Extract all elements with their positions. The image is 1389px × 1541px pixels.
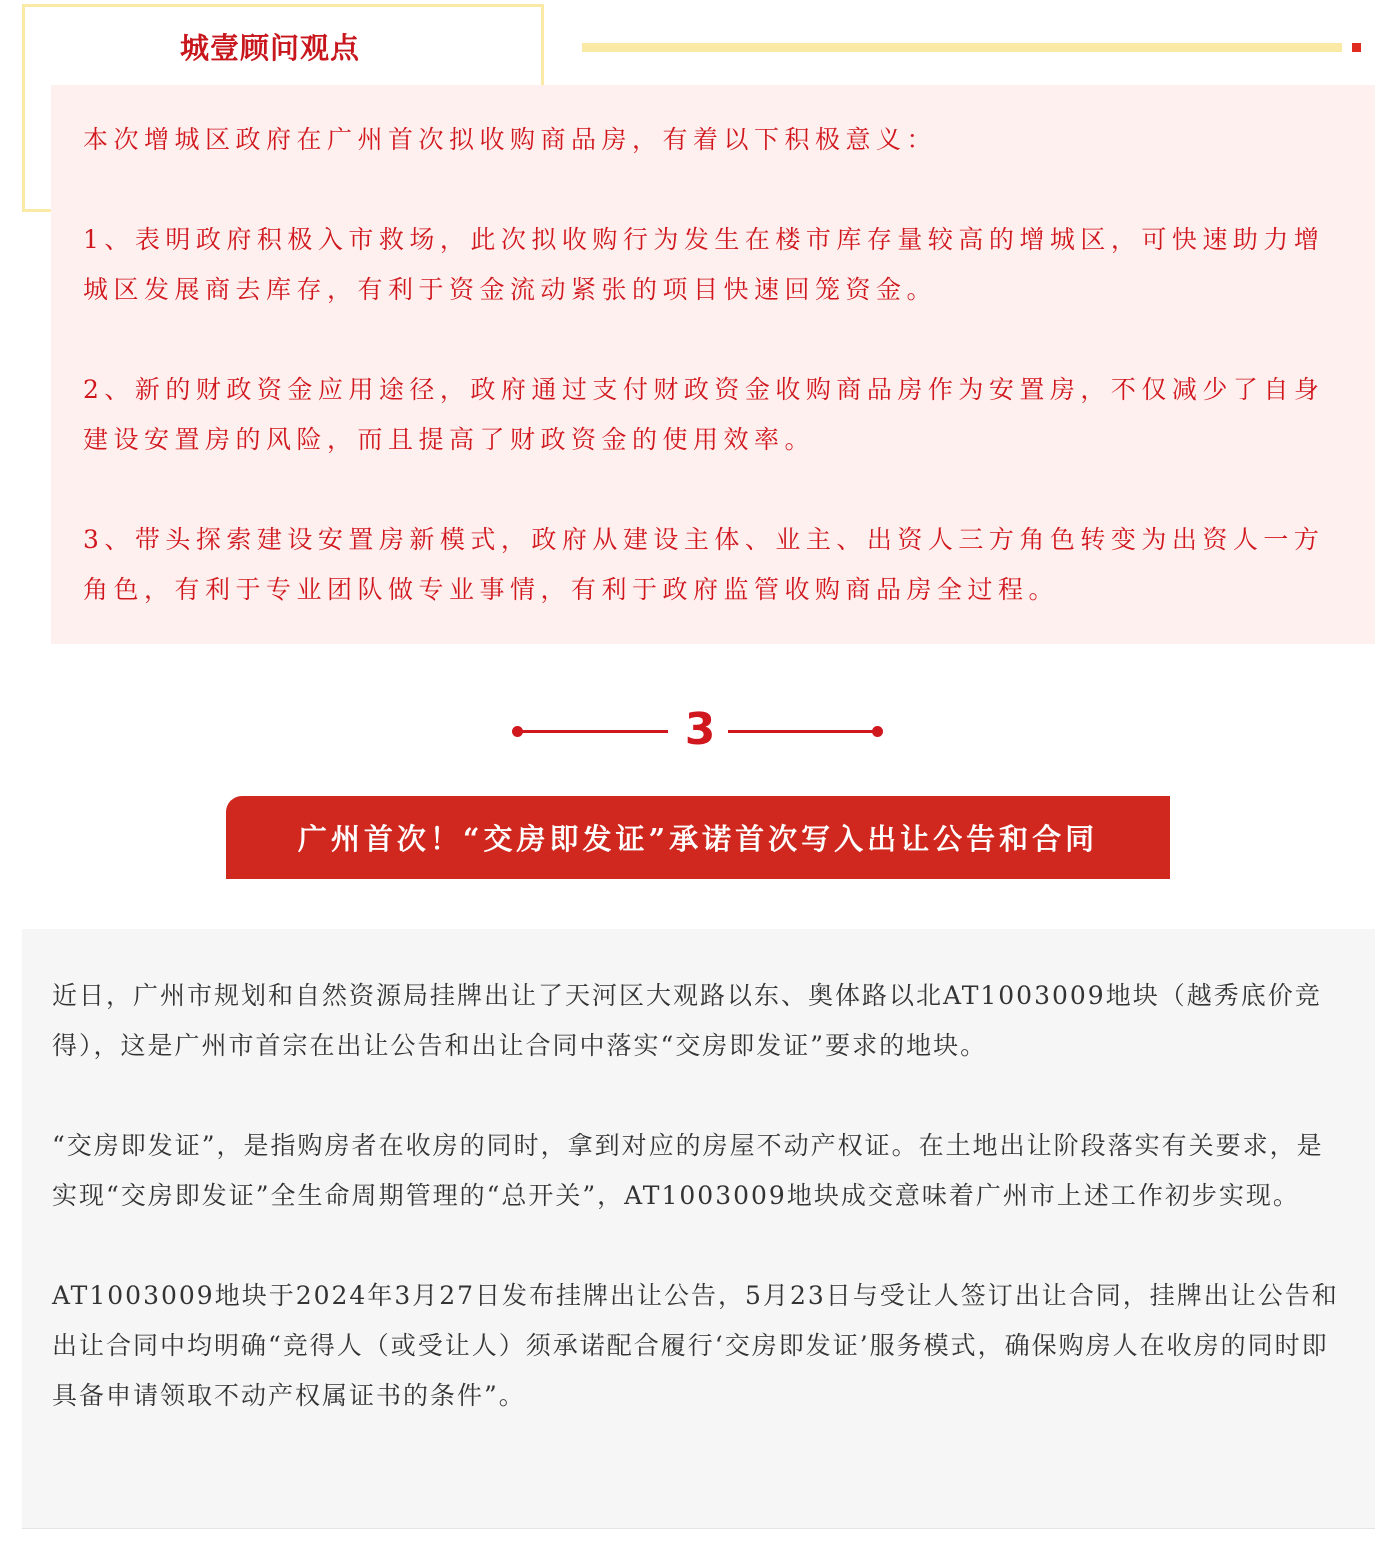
viewpoint-point-1: 1、表明政府积极入市救场，此次拟收购行为发生在楼市库存量较高的增城区，可快速助力增城区发展商去库存，有利于资金流动紧张的项目快速回笼资金。	[83, 225, 1325, 304]
article-box	[22, 929, 1375, 1529]
viewpoint-box	[51, 85, 1375, 644]
decorative-square	[1352, 43, 1361, 52]
section-divider	[512, 700, 884, 760]
viewpoint-intro: 本次增城区政府在广州首次拟收购商品房，有着以下积极意义：	[83, 125, 938, 154]
article-paragraph-1: 近日，广州市规划和自然资源局挂牌出让了天河区大观路以东、奥体路以北AT1003009地块（越秀底价竞得），这是广州市首宗在出让公告和出让合同中落实“交房即发证”要求的地块。	[52, 981, 1322, 1060]
viewpoint-point-3: 3、带头探索建设安置房新模式，政府从建设主体、业主、出资人三方角色转变为出资人一方角色，有利于专业团队做专业事情，有利于政府监管收购商品房全过程。	[83, 525, 1325, 604]
article-paragraph-3: AT1003009地块于2024年3月27日发布挂牌出让公告，5月23日与受让人签订出让合同，挂牌出让公告和出让合同中均明确“竞得人（或受让人）须承诺配合履行‘交房即发证’服务模式，确保购房人在收房的同时即具备申请领取不动产权属证书的条件”。	[52, 1281, 1339, 1410]
divider-line-right	[728, 730, 878, 733]
section-number: 3	[684, 704, 716, 755]
decorative-bar	[582, 43, 1342, 52]
viewpoint-point-2: 2、新的财政资金应用途径，政府通过支付财政资金收购商品房作为安置房，不仅减少了自身建设安置房的风险，而且提高了财政资金的使用效率。	[83, 375, 1325, 454]
section-heading-banner	[226, 796, 1170, 879]
divider-line-left	[518, 730, 668, 733]
divider-dot-right	[872, 726, 883, 737]
section-heading: 广州首次！“交房即发证”承诺首次写入出让公告和合同	[297, 822, 1099, 856]
article-paragraph-2: “交房即发证”，是指购房者在收房的同时，拿到对应的房屋不动产权证。在土地出让阶段落实有关要求，是实现“交房即发证”全生命周期管理的“总开关”，AT1003009地块成交意味着广州市上述工作初步实现。	[52, 1131, 1324, 1210]
section-title: 城壹顾问观点	[180, 31, 361, 65]
